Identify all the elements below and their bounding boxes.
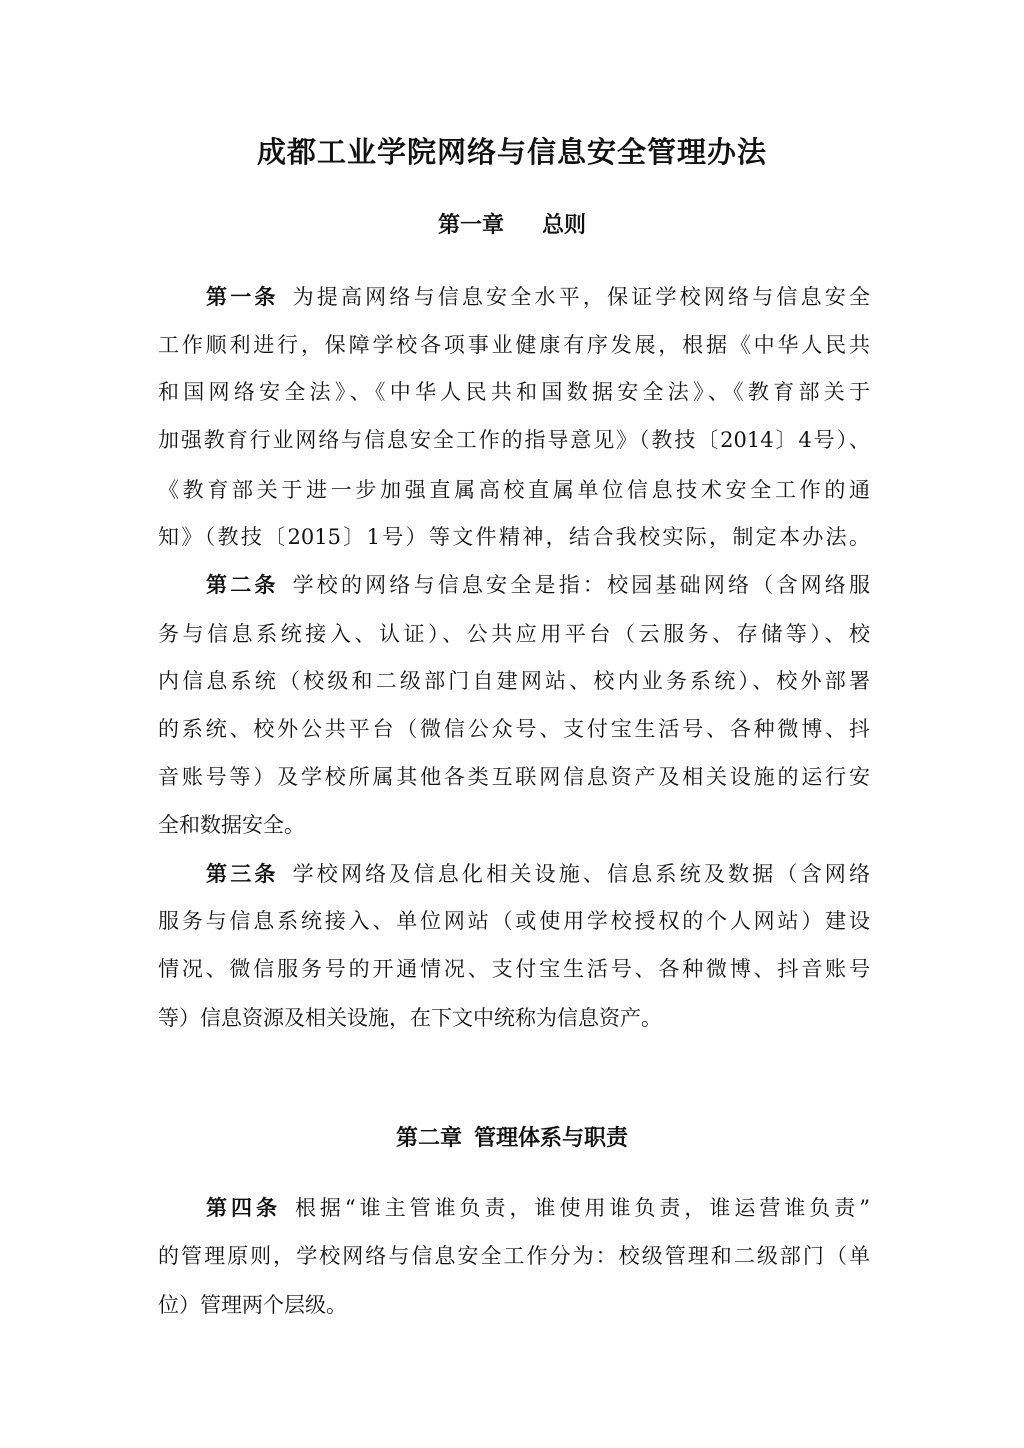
article-text: 学校网络及信息化相关设施、信息系统及数据（含网络 [292,862,870,886]
article-label: 第二条 [206,573,279,597]
article-text: 根据“谁主管谁负责，谁使用谁负责，谁运营谁负责” [294,1196,870,1220]
article-text: 学校的网络与信息安全是指：校园基础网络（含网络服 [292,573,870,597]
article-2-line-4: 的系统、校外公共平台（微信公众号、支付宝生活号、各种微博、抖 [158,717,870,741]
document-title: 成都工业学院网络与信息安全管理办法 [256,135,767,169]
article-1-line-1 [206,282,870,312]
article-label: 第四条 [206,1196,281,1220]
article-3-line-4: 等）信息资源及相关设施，在下文中统称为信息资产。 [158,1006,662,1030]
article-1-line-4: 加强教育行业网络与信息安全工作的指导意见》（教技〔2014〕4号）、 [158,428,870,452]
chapter-number: 第二章 [395,1126,462,1151]
article-2-line-1 [206,570,870,600]
article-label: 第一条 [206,285,279,309]
chapter-name: 管理体系与职责 [474,1126,629,1151]
article-2-line-6: 全和数据安全。 [158,813,305,837]
chapter-number: 第一章 [437,213,504,238]
chapter-2-heading [0,1121,1024,1152]
article-1-line-2: 工作顺利进行，保障学校各项事业健康有序发展，根据《中华人民共 [158,333,870,357]
article-2-line-5: 音账号等）及学校所属其他各类互联网信息资产及相关设施的运行安 [158,765,870,789]
article-text: 为提高网络与信息安全水平，保证学校网络与信息安全 [292,285,870,309]
article-4-line-1 [206,1193,870,1223]
article-4-line-2: 的管理原则，学校网络与信息安全工作分为：校级管理和二级部门（单 [158,1244,870,1268]
article-1-line-5: 《教育部关于进一步加强直属高校直属单位信息技术安全工作的通 [158,478,870,502]
article-3-line-1 [206,859,870,889]
article-3-line-2: 服务与信息系统接入、单位网站（或使用学校授权的个人网站）建设 [158,909,870,933]
article-2-line-2: 务与信息系统接入、认证）、公共应用平台（云服务、存储等）、校 [158,622,870,646]
chapter-1-heading [0,208,1024,239]
article-label: 第三条 [206,862,279,886]
article-1-line-3: 和国网络安全法》、《中华人民共和国数据安全法》、《教育部关于 [158,380,870,404]
article-3-line-3: 情况、微信服务号的开通情况、支付宝生活号、各种微博、抖音账号 [158,957,870,981]
article-4-line-3: 位）管理两个层级。 [158,1293,347,1317]
article-2-line-3: 内信息系统（校级和二级部门自建网站、校内业务系统）、校外部署 [158,669,870,693]
chapter-name: 总则 [542,213,587,238]
article-1-line-6: 知》（教技〔2015〕1号）等文件精神，结合我校实际，制定本办法。 [158,525,870,549]
